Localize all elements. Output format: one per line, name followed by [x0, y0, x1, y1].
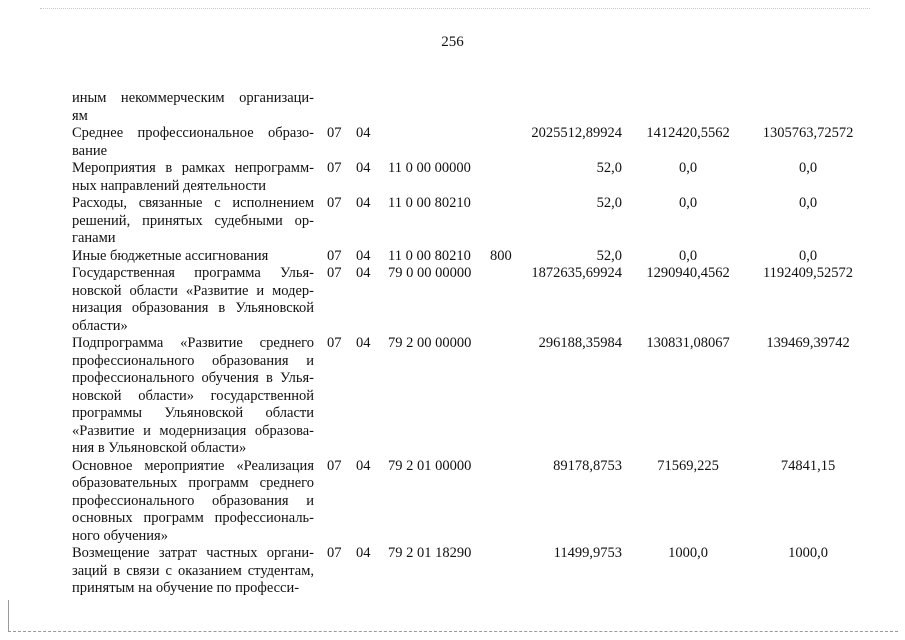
row-name-line: ям [72, 107, 88, 124]
row-name-line: вание [72, 142, 108, 159]
podrazdel-code: 04 [356, 247, 371, 264]
row-name-line: образовательных программ среднего [72, 475, 314, 491]
amount-year-2: 1412420,5562 [646, 125, 730, 141]
amount-year-2: 130831,08067 [646, 335, 730, 351]
razdel-code: 07 [327, 125, 342, 141]
expense-type-code: 800 [490, 247, 512, 264]
table-row [72, 265, 872, 335]
podrazdel-code: 04 [356, 545, 371, 561]
row-name-line: Подпрограмма «Развитие среднего [72, 335, 314, 351]
page-number: 256 [441, 34, 464, 50]
amount-year-2: 1290940,4562 [646, 265, 730, 281]
razdel-code: 07 [327, 545, 342, 561]
amount-year-2: 0,0 [678, 160, 698, 176]
row-name-line: Возмещение затрат частных органи- [72, 545, 314, 561]
razdel-code: 07 [327, 265, 342, 281]
row-name-line: принятым на обучение по професси- [72, 580, 300, 596]
row-name-line: «Развитие и модернизация образова- [72, 422, 314, 439]
podrazdel-code: 04 [356, 195, 371, 211]
row-name-line: программы Ульяновской области [72, 405, 314, 421]
amount-year-1: 11499,9753 [553, 545, 622, 561]
bottom-rule [8, 631, 898, 632]
budget-table [72, 90, 872, 598]
row-name [72, 545, 314, 598]
podrazdel-code: 04 [356, 125, 371, 141]
row-name [72, 160, 314, 195]
table-row [72, 195, 872, 248]
amount-year-3: 0,0 [798, 247, 818, 264]
target-article-code: 11 0 00 80210 [388, 247, 471, 264]
razdel-code: 07 [327, 160, 342, 176]
amount-year-3: 0,0 [798, 160, 818, 176]
row-name-line: ных направлений деятельности [72, 177, 267, 194]
row-name-line: заций в связи с оказанием студентам, [72, 562, 314, 579]
table-row [72, 458, 872, 546]
amount-year-1: 296188,35984 [538, 335, 622, 351]
row-name-line: решений, принятых судебными ор- [72, 212, 314, 229]
row-name-line: профессионального образования и [72, 492, 314, 509]
row-name-line: Расходы, связанные с исполнением [72, 195, 314, 211]
target-article-code: 11 0 00 00000 [388, 160, 471, 176]
razdel-code: 07 [327, 247, 342, 264]
row-name-line: Среднее профессиональное образо- [72, 125, 314, 141]
row-name [72, 248, 314, 266]
row-name [72, 265, 314, 335]
scan-left-edge [8, 600, 9, 631]
amount-year-1: 52,0 [596, 160, 622, 176]
razdel-code: 07 [327, 195, 342, 211]
row-name-line: ганами [72, 230, 116, 246]
amount-year-1: 1872635,69924 [531, 265, 622, 281]
podrazdel-code: 04 [356, 265, 371, 281]
amount-year-1: 2025512,89924 [531, 125, 622, 141]
row-name-line: новской области» государственной [72, 387, 314, 404]
amount-year-3: 1000,0 [788, 545, 828, 561]
amount-year-1: 52,0 [596, 195, 622, 211]
target-article-code: 11 0 00 80210 [388, 195, 471, 211]
amount-year-1: 89178,8753 [553, 457, 622, 474]
amount-year-2: 0,0 [678, 195, 698, 211]
table-row [72, 160, 872, 195]
row-name [72, 335, 314, 458]
podrazdel-code: 04 [356, 335, 371, 351]
target-article-code: 79 2 01 18290 [388, 545, 472, 561]
row-name-line: ния в Ульяновской области» [72, 440, 247, 456]
row-name-line: основных программ профессиональ- [72, 510, 314, 526]
row-name-line: Мероприятия в рамках непрограмм- [72, 160, 314, 176]
amount-year-2: 0,0 [678, 247, 698, 264]
row-name-line: иным некоммерческим организаци- [72, 90, 314, 106]
row-name-line: Иные бюджетные ассигнования [72, 247, 269, 264]
row-name [72, 90, 314, 125]
amount-year-3: 1305763,72572 [762, 125, 854, 141]
amount-year-2: 1000,0 [668, 545, 708, 561]
table-row [72, 90, 872, 125]
table-row [72, 248, 872, 266]
row-name-line: профессионального обучения в Улья- [72, 370, 314, 386]
row-name-line: новской области «Развитие и модер- [72, 282, 314, 299]
target-article-code: 79 0 00 00000 [388, 265, 472, 281]
amount-year-2: 71569,225 [657, 457, 719, 474]
row-name-line: профессионального образования и [72, 352, 314, 369]
row-name [72, 458, 314, 546]
row-name-line: области» [72, 317, 128, 334]
row-name-line: ного обучения» [72, 527, 168, 544]
amount-year-3: 1192409,52572 [762, 265, 854, 281]
podrazdel-code: 04 [356, 457, 371, 474]
row-name [72, 195, 314, 248]
amount-year-3: 139469,39742 [766, 335, 850, 351]
table-row [72, 335, 872, 458]
amount-year-3: 74841,15 [780, 457, 836, 474]
razdel-code: 07 [327, 457, 342, 474]
amount-year-1: 52,0 [596, 247, 622, 264]
row-name-line: Основное мероприятие «Реализация [72, 457, 314, 474]
row-name-line: Государственная программа Улья- [72, 265, 314, 281]
table-row [72, 545, 872, 598]
amount-year-3: 0,0 [798, 195, 818, 211]
row-name-line: низация образования в Ульяновской [72, 300, 314, 316]
podrazdel-code: 04 [356, 160, 371, 176]
target-article-code: 79 2 00 00000 [388, 335, 472, 351]
razdel-code: 07 [327, 335, 342, 351]
top-edge-marks [40, 8, 870, 9]
table-row [72, 125, 872, 160]
row-name [72, 125, 314, 160]
target-article-code: 79 2 01 00000 [388, 457, 472, 474]
